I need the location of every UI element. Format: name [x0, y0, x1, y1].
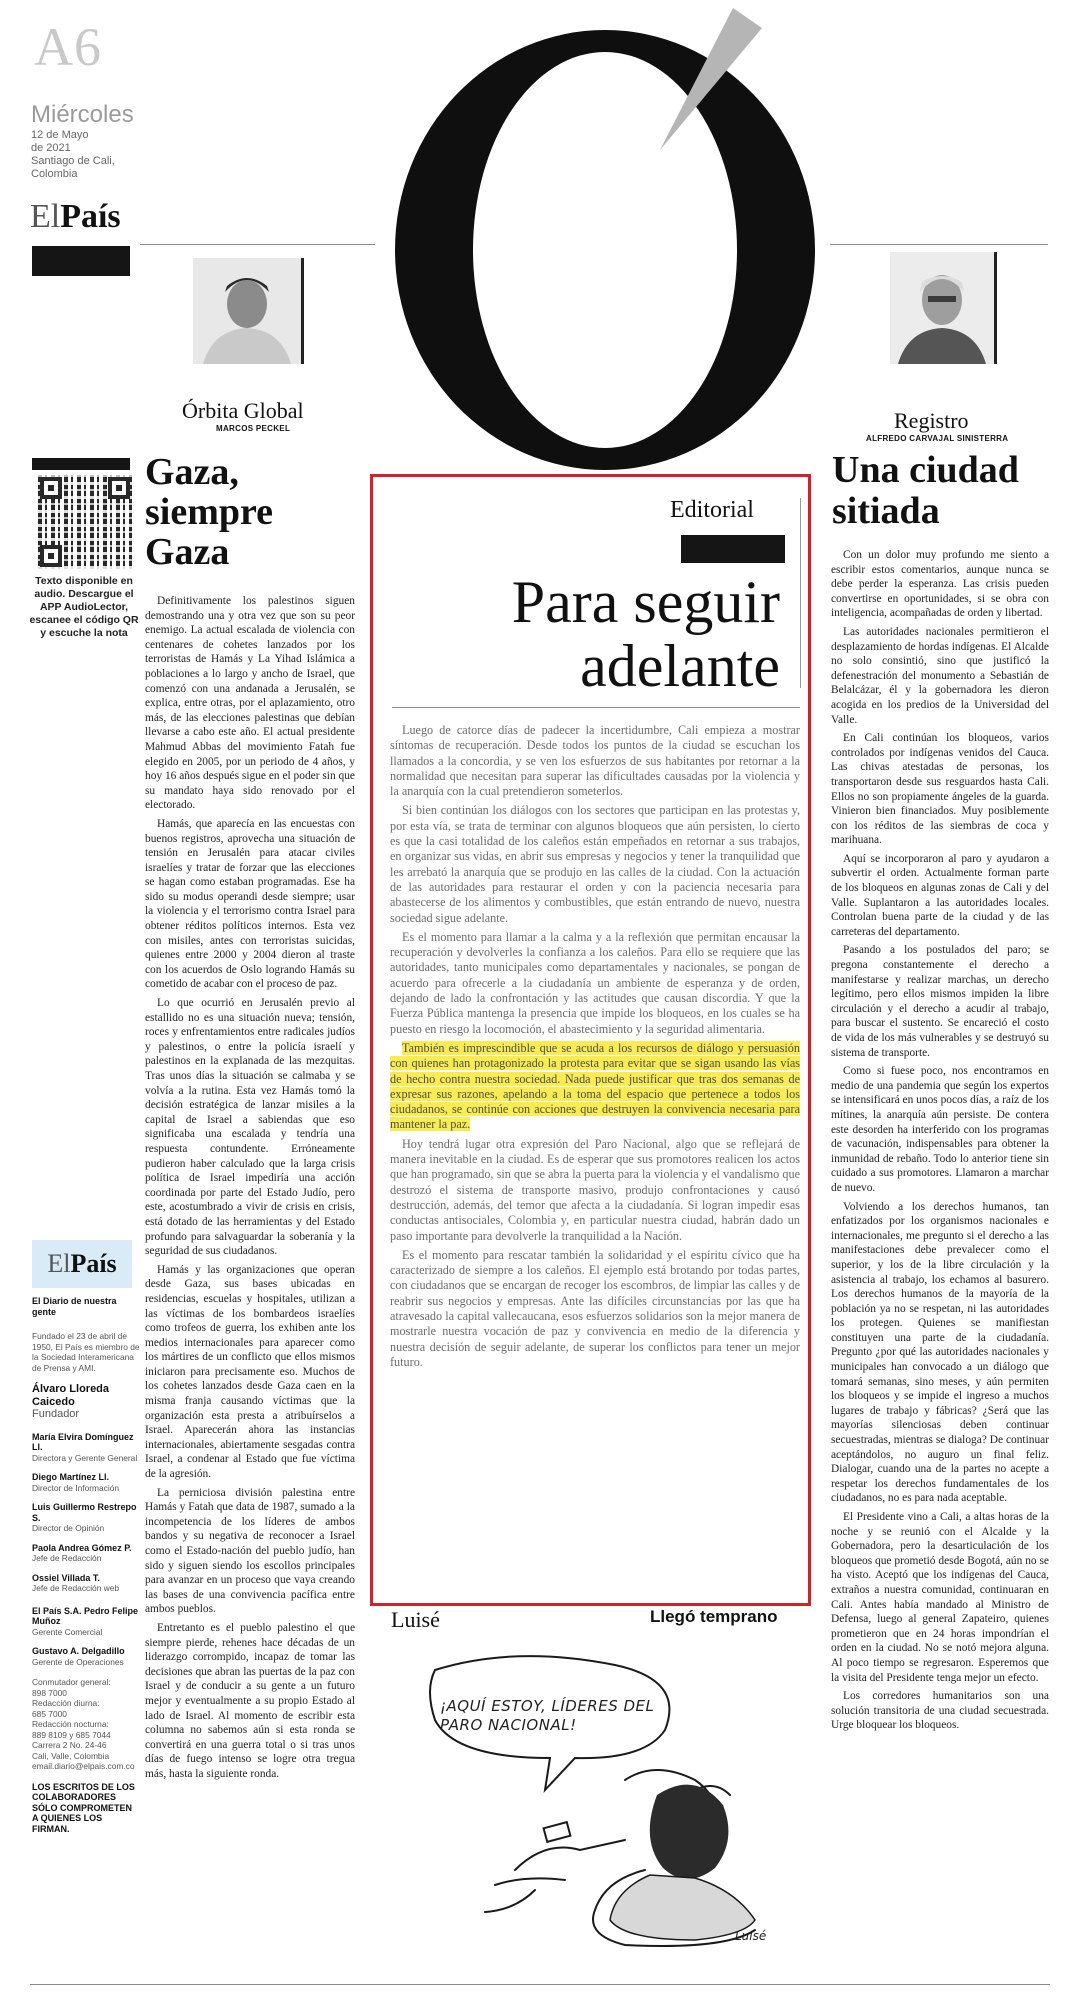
- header-rule-right: [830, 244, 1048, 245]
- paragraph: En Cali continúan los bloqueos, varios controlados por indígenas venidos del Cauca. Las chivas atestadas de personas, los transportaron desde sus resguardos hasta Cali. Ellos no son propiamente ángeles de la guarda. Vinieron bien financiados. Muy posiblemente con los réditos de las siembras de coca y marihuana.: [831, 732, 1049, 847]
- highlighted-text: También es imprescindible que se acuda a los recursos de diálogo y persuasión con quienes han protagonizado la protesta para evitar que se sigan usando las vías de hecho contra nuestra sociedad. Nada puede justificar que tras dos semanas de expresar sus razones, apelando a la toma del espacio que pertenece a todos los ciudadanos, se continúe con acciones que destruyen la convivencia necesaria para mantener la paz.: [390, 1040, 800, 1132]
- paragraph: Luego de catorce días de padecer la incertidumbre, Cali empieza a mostrar síntomas de recuperación. Desde todos los puntos de la ciudad se escuchan los llamados a la concordia, y se ven los esfuerzos de sus habitantes por retornar a la normalidad que necesitan para superar las dificultades causadas por la violencia y la anarquía con la cual pretendieron someterlos.: [390, 723, 800, 799]
- header-rule-left: [140, 244, 375, 245]
- cartoon-artist: Luisé: [391, 1607, 440, 1632]
- qr-code-icon[interactable]: [38, 475, 132, 569]
- paragraph: Con un dolor muy profundo me siento a escribir estos comentarios, aunque nunca se debe perder la esperanza. Las crisis pueden convertirse en oportunidades, si se obra con inteligencia, acompañadas de orden y libertad.: [831, 549, 1049, 620]
- paragraph: La perniciosa división palestina entre Hamás y Fatah que data de 1987, sumado a la incompetencia de los líderes de ambos bandos y su negativa de reconocer a Israel como el Estado-nación del pueblo judío, han sido y siguen siendo los escollos principales para avanzar en un proceso que vaya creando las bases de una convivencia pacífica entre ambos pueblos.: [145, 1486, 355, 1616]
- audio-note: Texto disponible en audio. Descargue el APP AudioLector, escanee el código QR y escuche la nota: [29, 575, 139, 639]
- paragraph: Entretanto es el pueblo palestino el que siempre pierde, rehenes hace décadas de un liderazgo corrompido, incapaz de tomar las decisiones que abran las puertas de la paz con Israel y de conducir a su gente a un futuro mejor y eventualmente a su propio Estado al lado de Israel. Al momento de escribir esta columna no sabemos aún si esta ronda se convertirá en una guerra total o si tras unos días de fuego intenso se logre otra tregua más, hasta la siguiente ronda.: [145, 1621, 355, 1780]
- editorial-rule: [800, 498, 801, 688]
- paragraph: Volviendo a los derechos humanos, tan enfatizados por los organismos nacionales e internacionales, me pregunto si el derecho a las manifestaciones debe prevalecer como el superior, y los de la libre circulación y la asistencia al trabajo, los echamos al basurero. Los derechos humanos de la mayoría de la población ya no se respetan, ni las autoridades los protegen. Quienes se manifiestan constituyen una parte de la ciudadanía. Pregunto ¿por qué las autoridades nacionales y municipales han convocado a un diálogo que tomará semanas, sino meses, y aún permiten los bloqueos y se impide el ingreso a muchos lugares de trabajo y fábricas? ¿Será que las mayorías silenciosas deben continuar secuestradas, mientras se dialoga? De continuar aceptándolos, no auguro un final feliz. Dialogar, cuando una de la partes no acepte a respetar los derechos fundamentales de los ciudadanos, no es para nada aceptable.: [831, 1200, 1049, 1505]
- paragraph: Los corredores humanitarios son una solución transitoria de una ciudad secuestrada. Urge bloquear los bloqueos.: [831, 1690, 1049, 1732]
- paragraph: Lo que ocurrió en Jerusalén previo al estallido no es una situación nueva; tensión, roces y enfrentamientos entre radicales judíos y palestinos, o entre la policía israelí y palestinos en la explanada de las mezquitas. Tras unos días la situación se calmaba y se volvía a la rutina. Esta vez Hamás tomó la decisión estratégica de lanzar misiles a la capital de Israel a sabiendas que eso significaba una escalada y tendría una respuesta contundente. Erróneamente pudieron haber calculado que la larga crisis política de Israel impediría una acción coordinada por parte del Estado Judío, pero este, acostumbrado a vivir de crisis en crisis, está dotado de las herramientas y del Estado profundo para salvaguardar la soberanía y la seguridad de sus ciudadanos.: [145, 997, 355, 1258]
- paragraph: Hamás y las organizaciones que operan desde Gaza, sus bases ubicadas en residencias, escuelas y hospitales, utilizan a las víctimas de los bombardeos israelíes como trofeos de guerra, los exhiben ante los medios internacionales para aparecer como los mártires de un conflicto que ellos mismos iniciaron para precisamente eso. Muchos de los cohetes lanzados desde Gaza caen en la misma franja causando víctimas que la organización esta presta a atribuírselos a Israel. Aparecerán ahora las instancias internacionales, abiertamente sesgadas contra Israel, a condenar al Estado que fue víctima de la agresión.: [145, 1263, 355, 1481]
- staff-logo: ElPaís: [32, 1240, 132, 1288]
- left-article-headline: Gaza, siempre Gaza: [145, 451, 274, 573]
- paragraph: Hoy tendrá lugar otra expresión del Paro Nacional, algo que se reflejará de manera inevitable en la ciudad. Es de esperar que sus promotores realicen los actos que han programado, sin que se abra la puerta para la violencia y el vandalismo que destrozó el sistema de transporte masivo, produjo confrontaciones y causó destrucción, además, del temor que afecta a la ciudadanía. Si logran impedir esas conductas antisociales, Colombia y, en particular nuestra ciudad, habrán dado un paso importante para devolverle la tranquilidad a la Nación.: [390, 1136, 800, 1243]
- paragraph: Como si fuese poco, nos encontramos en medio de una pandemia que según los expertos se intensificará en unos pocos días, a raíz de los mítines, la anarquía aún persiste. De contera este desorden ha interferido con los programas de vacunación, indispensables para obtener la inmunidad de rebaño. Todo lo anterior tiene sin cuidado a sus promotores. Llamaron a marchar de nuevo.: [831, 1065, 1049, 1194]
- paragraph: El Presidente vino a Cali, a altas horas de la noche y se reunió con el Alcalde y la Gobernadora, pero la desarticulación de los bloqueos que prometió desde Bogotá, aún no se ha visto. Aceptó que los indígenas del Cauca, extraños a nuestra comunidad, continuaran en Cali. Antes había mandado al Ministro de Defensa, luego al general Zapateiro, quienes prometieron que en 24 horas impondrían el orden en la ciudad. No se notó mejora alguna. Al poco tiempo se regresaron. Esperemos que la visita del Presidente tenga mejor un efecto.: [831, 1511, 1049, 1684]
- dateline: 12 de Mayo de 2021 Santiago de Cali, Colombia: [31, 129, 115, 180]
- columnist-section-right: Registro: [894, 408, 969, 433]
- paragraph-highlighted: [390, 1041, 800, 1133]
- right-article-headline: Una ciudad sitiada: [832, 449, 1019, 532]
- cartoon-signature: Luisé: [735, 1929, 767, 1943]
- staff-contact: Conmutador general: 898 7000 Redacción diurna: 685 7000 Redacción nocturna: 889 8109 y 685 7044 Carrera 2 No. 24-46 Cali, Valle, Colombia email.diario@elpais.com.co: [32, 1677, 135, 1771]
- columnist-portrait-left: [193, 258, 304, 364]
- staff-founded: Fundado el 23 de abril de 1950, El País es miembro de la Sociedad Interamericana de Prensa y AMI.: [32, 1331, 140, 1373]
- left-column-bar: [32, 458, 130, 470]
- columnist-section-left: Órbita Global: [182, 398, 304, 423]
- paragraph: Aquí se incorporaron al paro y ayudaron a subvertir el orden. Actualmente forman parte de los bloqueos en algunas zonas de Cali y del Valle. Suplantaron a las autoridades locales. Controlan buena parte de la ciudad y de las carreteras del departamento.: [831, 852, 1049, 938]
- paragraph: Las autoridades nacionales permitieron el desplazamiento de hordas indígenas. El Alcalde no solo consintió, sino que justificó la defenestración del monumento a Sebastián de Belalcázar, él y la gobernadora les dieron acogida en los predios de la Universidad del Valle.: [831, 625, 1049, 726]
- brand-logo: ElPaís: [30, 198, 121, 235]
- editorial-body: [390, 723, 800, 1374]
- left-article-body: [145, 594, 355, 1786]
- staff-tagline: El Diario de nuestra gente: [32, 1296, 117, 1317]
- cartoon-title: Llegó temprano: [650, 1607, 778, 1626]
- staff-disclaimer: LOS ESCRITOS DE LOS COLABORADORES SÓLO COMPROMETEN A QUIENES LOS FIRMAN.: [32, 1781, 135, 1834]
- paragraph: Si bien continúan los diálogos con los sectores que participan en las protestas y, por esta vía, se trata de terminar con algunos bloqueos que aún persisten, lo cierto es que la casi totalidad de los caleños están empeñados en retornar a sus trabajos, en organizar sus vidas, en abrir sus empresas y negocios y tener la tranquilidad que les arrebató la anarquía que se produjo en las calles de la ciudad. Con la actuación de las autoridades para restaurar el orden y con la paciencia necesaria para abastecerse de los alimentos y combustibles, que están entrando de nuevo, nuestra sociedad sigue adelante.: [390, 803, 800, 925]
- staff-box: El Diario de nuestra gente Fundado el 23 de abril de 1950, El País es miembro de la Sociedad Interamericana de Prensa y AMI. Álvaro Lloreda Caicedo Fundador María Elvira Domínguez Ll. Directora y Gerente General Diego Martínez Ll. Director de Información Luis Guillermo Restrepo S. Director de Opinión Paola Andrea Gómez P. Jefe de Redacción Ossiel Villada T. Jefe de Redacción web El País S.A. Pedro Felipe Muñoz Gerente Comercial Gustavo A. Delgadillo Gerente de Operaciones Conmutador general: 898 7000 Redacción diurna: 685 7000 Redacción nocturna: 889 8109 y 685 7044 Carrera 2 No. 24-46 Cali, Valle, Colombia email.diario@elpais.com.co LOS ESCRITOS DE LOS COLABORADORES SÓLO COMPROMETEN A QUIENES LOS FIRMAN.: [32, 1296, 140, 1834]
- columnist-portrait-right: [890, 252, 997, 364]
- paragraph: Definitivamente los palestinos siguen demostrando una y otra vez que son su peor enemigo. La actual escalada de violencia con centenares de cohetes lanzados por los terroristas de Hamás y La Yihad Islámica a poblaciones a lo largo y ancho de Israel, que comenzó con una andanada a Jerusalén, se explica, entre otras, por el aplazamiento, otro más, de las elecciones palestinas que debían llevarse a cabo este año. El actual presidente Mahmud Abbas del movimiento Fatah fue elegido en 2005, por un periodo de 4 años, y hoy 16 años después sigue en el poder sin que su mandato haya sido renovado por el electorado.: [145, 595, 355, 812]
- founder-name: Álvaro Lloreda Caicedo: [32, 1383, 110, 1408]
- editorial-label: Editorial: [670, 497, 754, 523]
- accent-mark-graphic: [0, 0, 1080, 230]
- editorial-title-rule: [392, 707, 800, 708]
- paragraph: Es el momento para rescatar también la solidaridad y el espíritu cívico que ha caracterizado de siempre a los caleños. El ejemplo está brotando por todas partes, con ciudadanos que se encargan de recoger los escombros, de limpiar las calles y de reabrir sus negocios y empresas. Ante las difíciles circunstancias por las que ha atravesado la capital vallecaucana, esos esfuerzos solidarios son la mejor manera de mostrarle nuestra vocación de paz y convivencia en medio de la diferencia y nuestra decisión de seguir adelante, de superar los conflictos para tener un mejor futuro.: [390, 1247, 800, 1369]
- editorial-title: Para seguir adelante: [511, 569, 780, 699]
- paragraph: Pasando a los postulados del paro; se pregona constantemente el derecho a manifestarse y realizar marchas, un derecho legítimo, pero ellos mismos impiden la libre circulación y el derecho a acudir al trabajo, para buscar el sustento. Se encareció el costo de vida de los más vulnerables y se destruyó su sistema de transporte.: [831, 944, 1049, 1059]
- paragraph: Hamás, que aparecía en las encuestas con buenos registros, aprovecha una situación de tensión en Jerusalén para atacar civiles israelíes y tratar de forzar que las elecciones se hagan como estaban programadas. Ese ha sido su modus operandi desde siempre; usar la violencia y el terrorismo contra Israel para obtener réditos políticos internos. Esta vez con misiles, antes con terroristas suicidas, quienes entre 2000 y 2004 dieron al traste con los acuerdos de Oslo logrando Hamás su cometido de acabar con el proceso de paz.: [145, 817, 355, 991]
- columnist-byline-right: ALFREDO CARVAJAL SINISTERRA: [866, 434, 1009, 443]
- founder-role: Fundador: [32, 1408, 80, 1420]
- editorial-bar: [681, 535, 785, 563]
- cartoon-speech: ¡AQUÍ ESTOY, LÍDERES DEL PARO NACIONAL!: [440, 1697, 655, 1734]
- columnist-byline-left: MARCOS PECKEL: [216, 424, 291, 433]
- page-number: A6: [34, 17, 102, 77]
- paragraph: Es el momento para llamar a la calma y a la reflexión que permitan encausar la recuperación y devolverles la confianza a los caleños. Para ello se requiere que las autoridades, tanto municipales como departamentales y nacionales, se pongan de acuerdo para ofrecerle a la ciudadanía un ambiente de esperanza y de orden, dejando de lado la confrontación y las actitudes que causan discordia. Y que la Fuerza Pública mantenga la presencia que impide los bloqueos, en los cuales se ha puesto en riesgo la locomoción, el abastecimiento y la seguridad alimentaria.: [390, 929, 800, 1036]
- cartoon-drawing: [395, 1640, 815, 1950]
- footer-rule: [30, 1984, 1050, 1985]
- weekday: Miércoles: [31, 101, 134, 128]
- right-article-body: [831, 548, 1049, 1737]
- brand-bar: [32, 246, 130, 276]
